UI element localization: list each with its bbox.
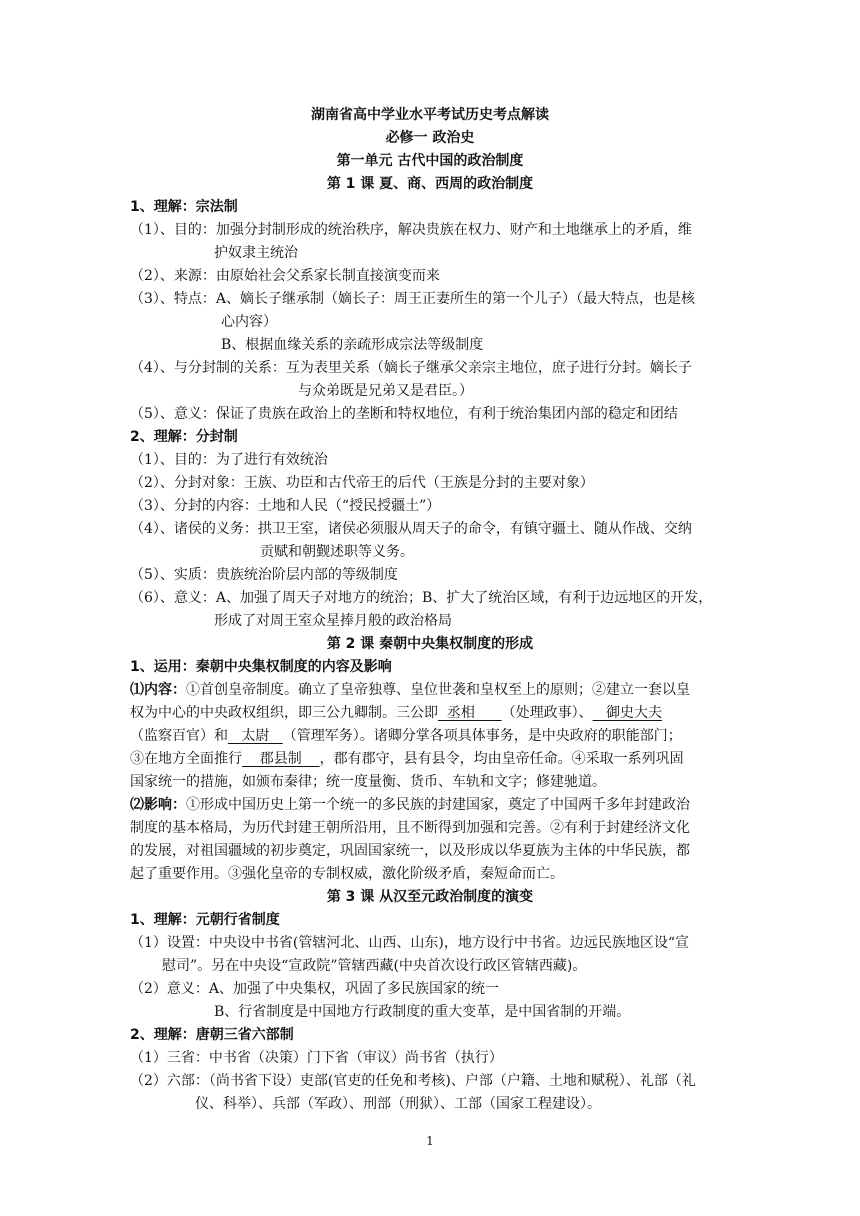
fill-blank-junxian: 郡县制 xyxy=(242,751,320,767)
fill-blank-taiwei: 太尉 xyxy=(228,728,283,744)
zongfa-features: （3）、特点：A、嫡长子继承制（嫡长子：周王正妻所生的第一个儿子）（最大特点，也是核 xyxy=(130,291,696,307)
sansheng-six-ministries-cont: 仪、科举）、兵部（军政）、刑部（刑狱）、工部（国家工程建设）。 xyxy=(195,1096,601,1112)
qin-content-line-1: ⑴内容：①首创皇帝制度。确立了皇帝独尊、皇位世袭和皇权至上的原则；②建立一套以皇 xyxy=(130,682,690,698)
qin-content-line-2: 权为中心的中央政权组织，即三公九卿制。三公即 丞相 （处理政事）、 御史大夫 xyxy=(130,705,662,721)
section-heading-xingsheng: 1、理解：元朝行省制度 xyxy=(130,912,280,928)
qin-impact-line-2: 制度的基本格局，为历代封建王朝所沿用，且不断得到加强和完善。②有利于封建经济文化 xyxy=(130,820,690,836)
volume-title: 必修一 政治史 xyxy=(385,130,475,146)
zongfa-purpose-cont: 护奴隶主统治 xyxy=(214,245,298,261)
impact-label: ⑵影响： xyxy=(130,797,186,813)
lesson-1-title: 第 1 课 夏、商、西周的政治制度 xyxy=(326,176,534,192)
qin-impact-line-4: 起了重要作用。③强化皇帝的专制权威，激化阶级矛盾，秦短命而亡。 xyxy=(130,866,564,882)
qin-impact-line-3: 的发展，对祖国疆域的初步奠定，巩固国家统一，以及形成以华夏族为主体的中华民族，都 xyxy=(130,843,690,859)
fill-blank-chancellor: 丞相 xyxy=(438,705,502,721)
content-label: ⑴内容： xyxy=(130,682,186,698)
zongfa-origin: （2）、来源：由原始社会父系家长制直接演变而来 xyxy=(130,268,440,284)
section-heading-qin: 1、运用：秦朝中央集权制度的内容及影响 xyxy=(130,659,392,675)
qin-content-line-3: （监察百官）和 太尉 （管理军务）。诸卿分掌各项具体事务，是中央政府的职能部门； xyxy=(130,728,682,744)
zongfa-relation-cont: 与众弟既是兄弟又是君臣。） xyxy=(298,383,473,399)
xingsheng-significance-b: B、行省制度是中国地方行政制度的重大变革，是中国省制的开端。 xyxy=(214,1004,631,1020)
section-heading-zongfa: 1、理解：宗法制 xyxy=(130,199,238,215)
fenfeng-significance-cont: 形成了对周王室众星捧月般的政治格局 xyxy=(214,613,452,629)
document-title: 湖南省高中学业水平考试历史考点解读 xyxy=(311,107,549,123)
zongfa-relation: （4）、与分封制的关系：互为表里关系（嫡长子继承父亲宗主地位，庶子进行分封。嫡长子 xyxy=(130,360,692,376)
lesson-2-title: 第 2 课 秦朝中央集权制度的形成 xyxy=(326,636,534,652)
page-number: 1 xyxy=(426,1134,434,1148)
zongfa-features-cont: 心内容） xyxy=(221,314,277,330)
fenfeng-content: （3）、分封的内容：土地和人民（“授民授疆土”） xyxy=(130,498,441,514)
section-heading-sansheng: 2、理解：唐朝三省六部制 xyxy=(130,1027,294,1043)
fill-blank-censor: 御史大夫 xyxy=(592,705,662,721)
fenfeng-duties-cont: 贡赋和朝觐述职等义务。 xyxy=(260,544,414,560)
unit-title: 第一单元 古代中国的政治制度 xyxy=(336,153,524,169)
fenfeng-significance: （6）、意义：A、加强了周天子对地方的统治；B、扩大了统治区域，有利于边远地区的开发， xyxy=(130,590,713,606)
fenfeng-purpose: （1）、目的：为了进行有效统治 xyxy=(130,452,328,468)
fenfeng-duties: （4）、诸侯的义务：拱卫王室，诸侯必须服从周天子的命令，有镇守疆土、随从作战、交纳 xyxy=(130,521,692,537)
zongfa-purpose: （1）、目的：加强分封制形成的统治秩序，解决贵族在权力、财产和土地继承上的矛盾，维 xyxy=(130,222,692,238)
xingsheng-setup-cont: 慰司”。另在中央设“宣政院”管辖西藏(中央首次设行政区管辖西藏)。 xyxy=(162,958,587,974)
zongfa-features-b: B、根据血缘关系的亲疏形成宗法等级制度 xyxy=(221,337,484,353)
section-heading-fenfeng: 2、理解：分封制 xyxy=(130,429,238,445)
zongfa-significance: （5）、意义：保证了贵族在政治上的垄断和特权地位，有利于统治集团内部的稳定和团结 xyxy=(130,406,678,422)
xingsheng-setup: （1）设置：中央设中书省(管辖河北、山西、山东)，地方设行中书省。边远民族地区设“宣 xyxy=(130,935,689,951)
lesson-3-title: 第 3 课 从汉至元政治制度的演变 xyxy=(326,889,534,905)
sansheng-three-departments: （1）三省：中书省（决策）门下省（审议）尚书省（执行） xyxy=(130,1050,503,1066)
qin-impact-line-1: ⑵影响：①形成中国历史上第一个统一的多民族的封建国家，奠定了中国两千多年封建政治 xyxy=(130,797,690,813)
fenfeng-essence: （5）、实质：贵族统治阶层内部的等级制度 xyxy=(130,567,398,583)
fenfeng-targets: （2）、分封对象：王族、功臣和古代帝王的后代（王族是分封的主要对象） xyxy=(130,475,594,491)
qin-content-line-4: ③在地方全面推行 郡县制 ，郡有郡守，县有县令，均由皇帝任命。④采取一系列巩固 xyxy=(130,751,684,767)
qin-content-line-5: 国家统一的措施，如颁布秦律；统一度量衡、货币、车轨和文字；修建驰道。 xyxy=(130,774,606,790)
xingsheng-significance: （2）意义：A、加强了中央集权，巩固了多民族国家的统一 xyxy=(130,981,500,997)
sansheng-six-ministries: （2）六部：（尚书省下设）吏部(官吏的任免和考核)、户部（户籍、土地和赋税）、礼部（礼 xyxy=(130,1073,696,1089)
